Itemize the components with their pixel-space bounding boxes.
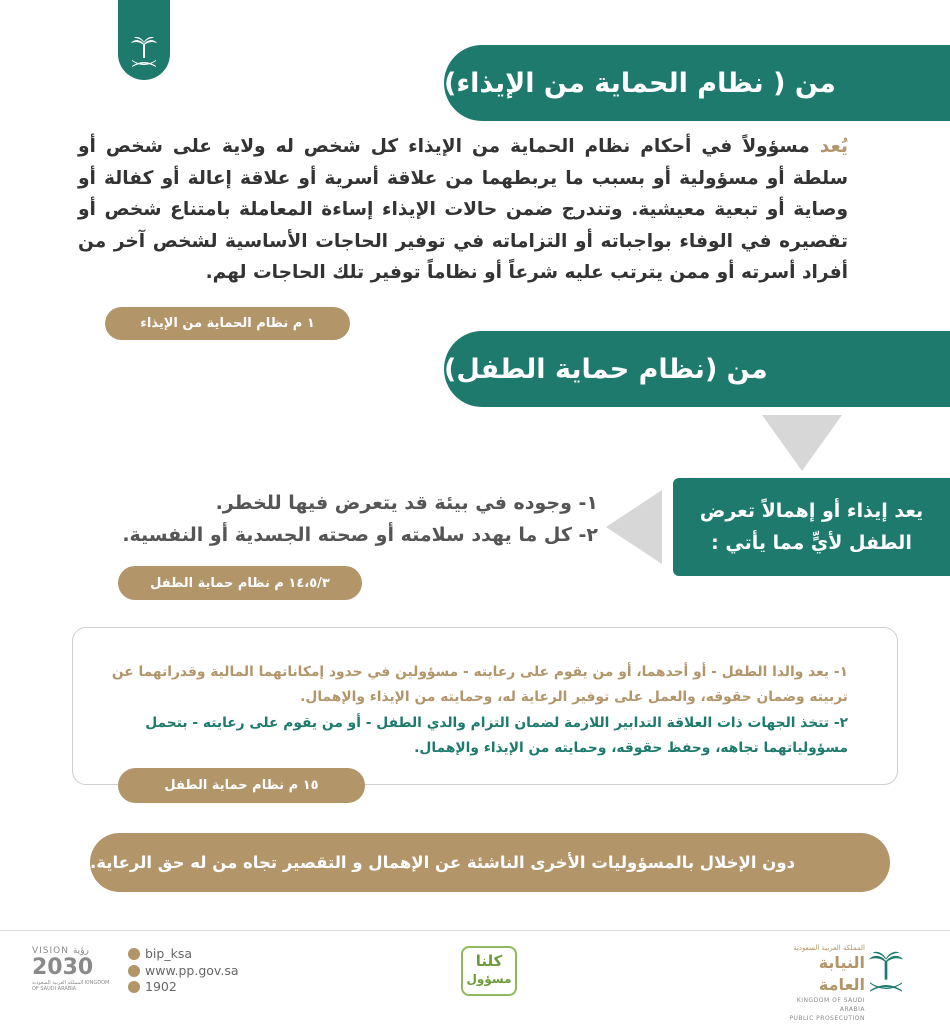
prosecution-name-en: PUBLIC PROSECUTION bbox=[789, 1015, 865, 1022]
closing-statement-bar: دون الإخلال بالمسؤوليات الأخرى الناشئة عن الإهمال و التقصير تجاه من له حق الرعاية. bbox=[90, 833, 890, 892]
contact-website[interactable] bbox=[128, 963, 268, 980]
list-item: ٢- كل ما يهدد سلامته أو صحته الجسدية أو النفسية. bbox=[122, 524, 598, 546]
source-badge-child-protection: ١٤،٥/٣ م نظام حماية الطفل bbox=[118, 566, 362, 600]
globe-icon bbox=[128, 965, 140, 977]
phone-icon bbox=[128, 981, 140, 993]
contact-text: 1902 bbox=[145, 979, 177, 994]
protection-law-paragraph bbox=[78, 131, 848, 289]
vision-label: VISION رؤية bbox=[32, 946, 89, 956]
footer-divider bbox=[0, 930, 950, 931]
vision-year: 2030 bbox=[32, 955, 94, 980]
palm-swords-emblem-icon bbox=[129, 36, 159, 70]
top-emblem-tab bbox=[118, 0, 170, 80]
source-badge-protection-law: ١ م نظام الحماية من الإيذاء bbox=[105, 307, 350, 340]
prosecution-name-ar: النيابة العامة bbox=[818, 953, 865, 994]
prosecution-kingdom-en: KINGDOM OF SAUDI ARABIA bbox=[796, 997, 865, 1013]
abuse-definition-box: يعد إيذاء أو إهمالاً تعرض الطفل لأيٍّ مما يأتي : bbox=[673, 478, 950, 576]
prosecution-kingdom-ar: المملكة العربية السعودية bbox=[793, 944, 865, 952]
kulna-line1: كلنا bbox=[475, 952, 503, 970]
public-prosecution-logo-text bbox=[770, 944, 865, 1023]
contact-phone[interactable] bbox=[128, 979, 268, 996]
list-item: ١- وجوده في بيئة قد يتعرض فيها للخطر. bbox=[215, 492, 598, 514]
twitter-icon bbox=[128, 948, 140, 960]
contact-text: www.pp.gov.sa bbox=[145, 962, 239, 978]
contact-text: bip_ksa bbox=[145, 946, 193, 961]
contact-twitter[interactable] bbox=[128, 946, 268, 963]
section-header-child-protection: من (نظام حماية الطفل) bbox=[444, 331, 950, 407]
left-arrow-triangle bbox=[606, 490, 662, 564]
section-header-protection-law: من ( نظام الحماية من الإيذاء) bbox=[444, 45, 950, 121]
contact-list bbox=[128, 946, 268, 996]
saudi-emblem-icon bbox=[866, 948, 906, 998]
vision-kingdom: المملكة العربية السعودية KINGDOM OF SAUDI ARABIA bbox=[32, 980, 110, 992]
source-badge-article-15: ١٥ م نظام حماية الطفل bbox=[118, 768, 365, 803]
vision-2030-logo bbox=[32, 946, 110, 998]
article-item-parents: ١- يعد والدا الطفل - أو أحدهما، أو من يقوم على رعايته - مسؤولين في حدود إمكاناتهما المالية وقدراتهما عن تربيته وضمان حقوقه، والعمل على توفير الرعاية له، وحمايته من الإيذاء والإهمال. bbox=[111, 664, 848, 705]
down-arrow-triangle bbox=[762, 415, 842, 471]
article-item-authorities: ٢- تتخذ الجهات ذات العلاقة التدابير اللازمة لضمان التزام والدي الطفل - أو من يقوم على رعايته - بتحمل مسؤولياتهما تجاهه، وحفظ حقوقه، وحمايته من الإيذاء والإهمال. bbox=[145, 715, 848, 756]
kulna-masool-logo bbox=[461, 946, 517, 996]
paragraph-body: مسؤولاً في أحكام نظام الحماية من الإيذاء كل شخص له ولاية على شخص أو سلطة أو مسؤولية أو بسبب ما يربطهما من علاقة أسرية أو علاقة إعالة أو كفالة أو وصاية أو تبعية معيشية. وتندرج ضمن حالات الإيذاء إساءة المعاملة بامتناع شخص أو تقصيره في الوفاء بواجباته أو التزاماته في توفير الحاجات الأساسية لشخص آخر من أفراد أسرته أو ممن يترتب عليه شرعاً أو نظاماً توفير تلك الحاجات لهم. bbox=[78, 136, 848, 284]
paragraph-lead-word: يُعد bbox=[819, 136, 848, 157]
kulna-line2: مسؤول bbox=[466, 972, 512, 986]
